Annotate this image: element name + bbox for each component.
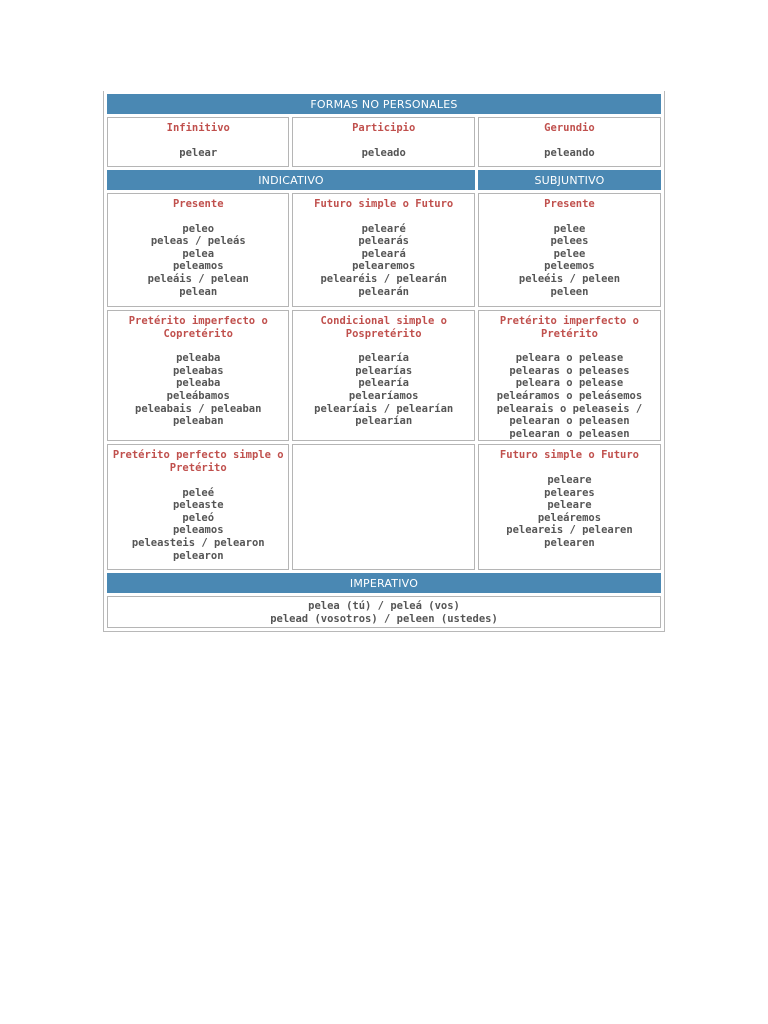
form: peleo bbox=[182, 222, 215, 235]
cell-title: Infinitivo bbox=[166, 122, 230, 134]
form: pelee bbox=[553, 247, 586, 260]
cell-title: Futuro simple o Futuro bbox=[499, 449, 639, 462]
form: pelear bbox=[179, 146, 218, 159]
form: pelearíamos bbox=[348, 389, 419, 402]
form: peleare bbox=[547, 473, 592, 486]
form: pelearemos bbox=[352, 260, 416, 273]
subjuntivo-futuro-cell bbox=[478, 444, 661, 570]
cell-title: Condicional simple o Pospretérito bbox=[320, 315, 447, 340]
form: peleado bbox=[361, 146, 406, 159]
form: peleaste bbox=[172, 499, 224, 512]
cell-title: Presente bbox=[172, 198, 224, 210]
indicativo-presente-cell bbox=[107, 193, 289, 307]
form: pelearen bbox=[544, 536, 595, 549]
cell-title: Participio bbox=[352, 122, 416, 134]
form: peleas / peleás bbox=[150, 235, 246, 248]
form: peleara o pelease bbox=[515, 352, 624, 365]
infinitivo-cell bbox=[107, 117, 289, 167]
form: peleareis / pelearen bbox=[506, 524, 633, 537]
form: peleare bbox=[547, 499, 592, 512]
form: peleáramos o peleásemos bbox=[496, 389, 643, 402]
header-indicativo: INDICATIVO bbox=[107, 170, 475, 190]
cell-title: Gerundio bbox=[544, 122, 595, 134]
cell-title: Pretérito imperfecto o Pretérito bbox=[499, 315, 639, 340]
subjuntivo-imperfecto-cell bbox=[478, 310, 661, 441]
form: peleáremos bbox=[537, 511, 602, 524]
cell-title: Pretérito perfecto simple o Pretérito bbox=[112, 449, 284, 474]
form: pelearan o peleasen bbox=[509, 427, 630, 440]
form: peleéis / peleen bbox=[518, 272, 621, 285]
form: peleares bbox=[544, 486, 595, 499]
form: peleaba bbox=[176, 352, 221, 365]
form: pelees bbox=[550, 235, 589, 248]
form: peleemos bbox=[544, 260, 595, 273]
header-imperativo: IMPERATIVO bbox=[107, 573, 661, 593]
form: peleen bbox=[550, 285, 589, 298]
form: pelea bbox=[182, 247, 215, 260]
form: pelearon bbox=[172, 549, 224, 562]
indicativo-perfecto-cell bbox=[107, 444, 289, 570]
form: pelearé bbox=[361, 222, 406, 235]
form: peleabais / peleaban bbox=[135, 402, 262, 415]
cell-title: Presente bbox=[544, 198, 595, 210]
indicativo-imperfecto-cell bbox=[107, 310, 289, 441]
form: peleaba bbox=[176, 377, 221, 390]
form: pelee bbox=[553, 222, 586, 235]
form: peleaban bbox=[172, 415, 224, 428]
form: pelead (vosotros) / peleen (ustedes) bbox=[270, 612, 498, 625]
form: pelearás bbox=[358, 235, 409, 248]
participio-cell bbox=[292, 117, 474, 167]
cell-title: Pretérito imperfecto o Copretérito bbox=[128, 315, 268, 340]
form: pelearía bbox=[358, 377, 409, 390]
header-formas-no-personales: FORMAS NO PERSONALES bbox=[107, 94, 661, 114]
form: pelearas o peleases bbox=[509, 364, 630, 377]
form: peleando bbox=[544, 146, 595, 159]
form: pelea (tú) / peleá (vos) bbox=[308, 600, 460, 613]
form: peleara o pelease bbox=[515, 377, 624, 390]
imperativo-cell bbox=[107, 596, 661, 628]
empty-cell bbox=[292, 444, 474, 570]
form: peleamos bbox=[172, 524, 224, 537]
form: pelearéis / pelearán bbox=[320, 272, 447, 285]
form: pelearía bbox=[358, 352, 409, 365]
form: pelearían bbox=[355, 415, 413, 428]
gerundio-cell bbox=[478, 117, 661, 167]
form: pelearán bbox=[358, 285, 409, 298]
form: peleáis / pelean bbox=[147, 272, 249, 285]
form: pelearais o peleaseis / pelearan o peleasen bbox=[496, 402, 643, 428]
cell-title: Futuro simple o Futuro bbox=[314, 198, 454, 210]
form: peleamos bbox=[172, 260, 224, 273]
form: pelearías bbox=[355, 364, 413, 377]
form: peleábamos bbox=[166, 389, 230, 402]
indicativo-condicional-cell bbox=[292, 310, 474, 441]
form: peleará bbox=[361, 247, 406, 260]
form: pelean bbox=[179, 285, 218, 298]
conjugation-table bbox=[103, 91, 665, 632]
form: pelearíais / pelearían bbox=[314, 402, 454, 415]
subjuntivo-presente-cell bbox=[478, 193, 661, 307]
form: peleó bbox=[182, 511, 215, 524]
form: peleasteis / pelearon bbox=[131, 536, 265, 549]
indicativo-futuro-cell bbox=[292, 193, 474, 307]
form: peleabas bbox=[172, 364, 224, 377]
header-subjuntivo: SUBJUNTIVO bbox=[478, 170, 661, 190]
form: peleé bbox=[182, 486, 215, 499]
